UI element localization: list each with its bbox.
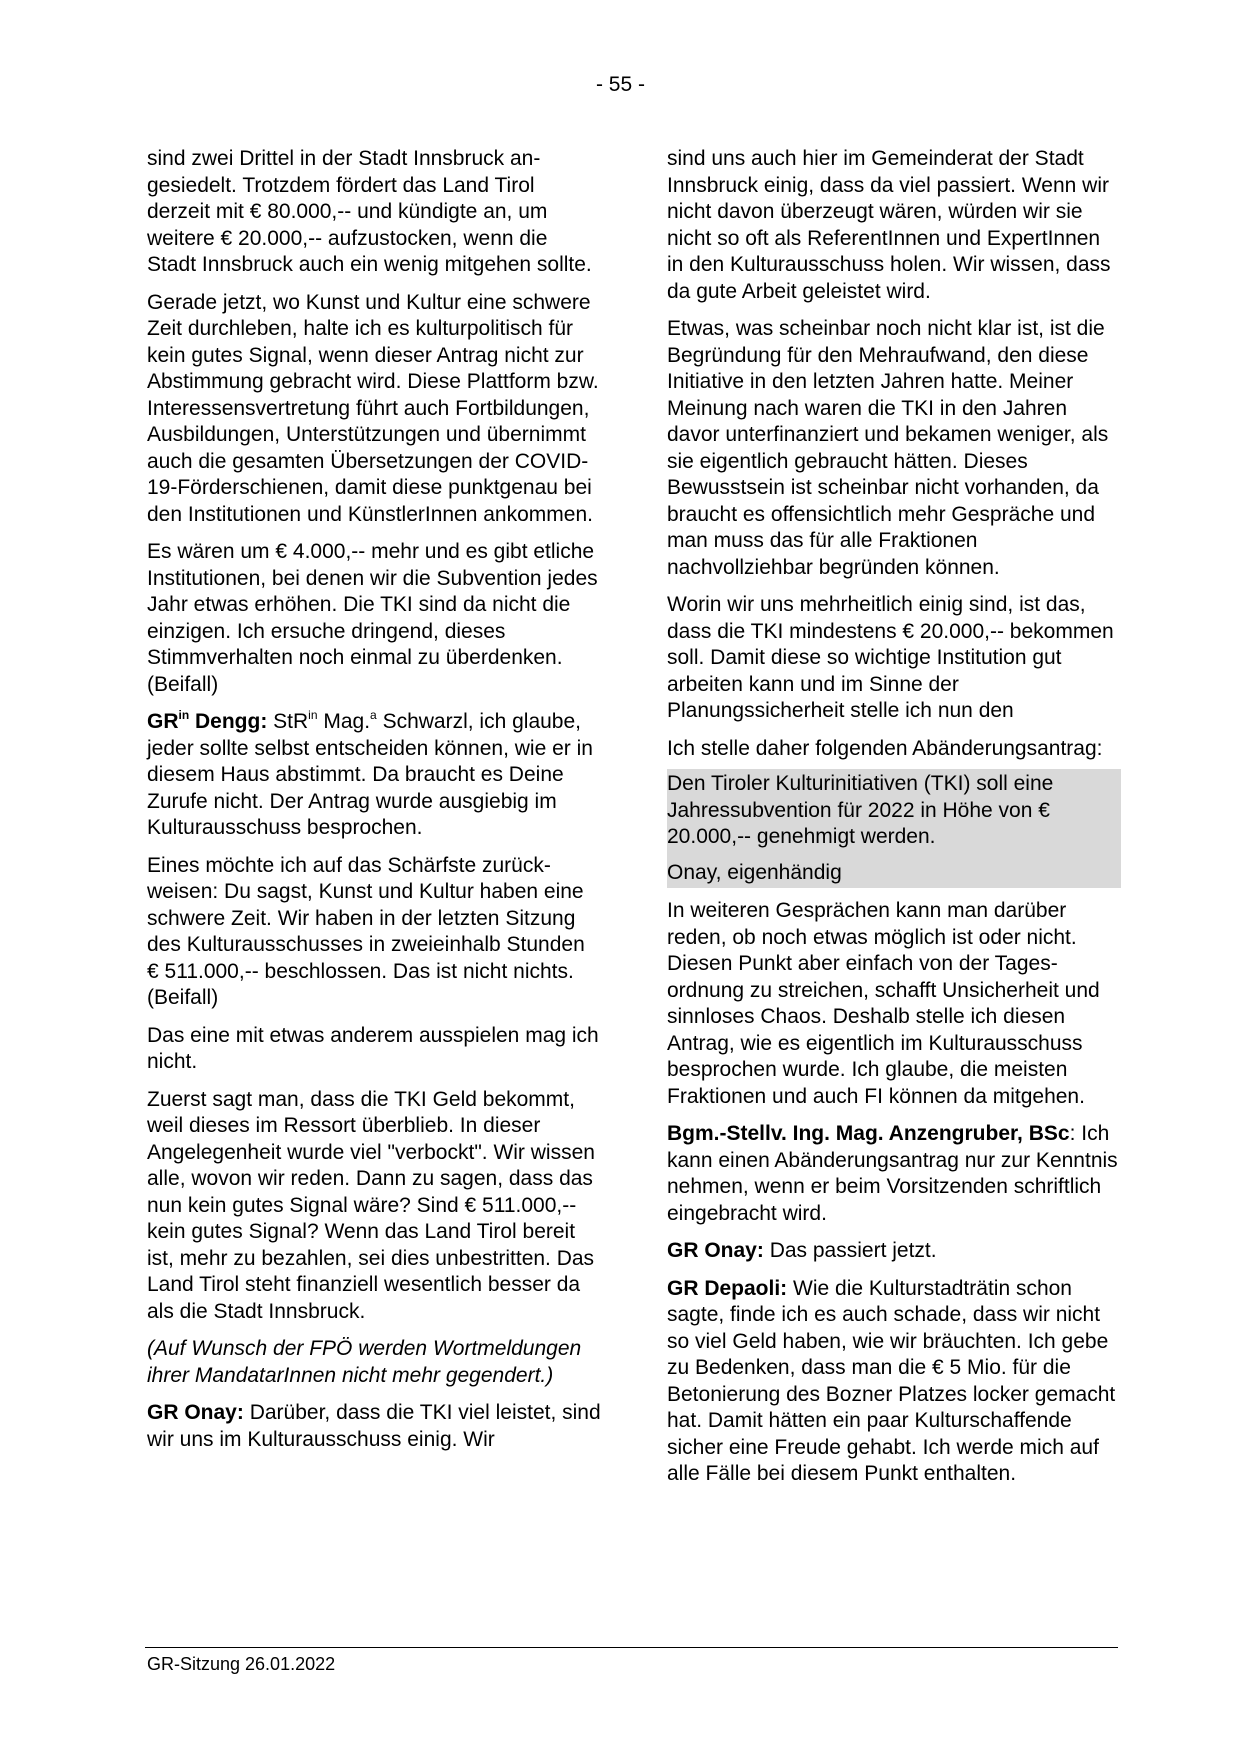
editorial-note: (Auf Wunsch der FPÖ werden Wortmeldungen ihrer MandatarInnen nicht mehr gegendert.)	[147, 1337, 582, 1387]
page-number: - 55 -	[595, 73, 645, 96]
paragraph: In weiteren Gesprächen kann man darüber reden, ob noch etwas möglich ist oder nicht. Diesen Punkt aber einfach von der Tagesordnung zu streichen, schafft Unsicherheit und sinnloses Chaos. Deshalb stelle ich diesen Antrag, wie es eigentlich im Kulturausschuss besprochen wurde. Ich glaube, die meisten Fraktionen und auch FI können da mitgehen.	[667, 899, 1100, 1108]
speech-onay: GR Onay: Darüber, dass die TKI viel leistet, sind wir uns im Kulturausschuss einig. Wir	[147, 1401, 601, 1451]
speaker-name: Bgm.-Stellv. Ing. Mag. Anzengruber, BSc	[667, 1122, 1070, 1145]
speech-onay: GR Onay: Das passiert jetzt.	[667, 1239, 937, 1262]
right-column	[667, 146, 1121, 1499]
paragraph: sind zwei Drittel in der Stadt Innsbruck angesiedelt. Trotzdem fördert das Land Tirol derzeit mit € 80.000,-- und kündigte an, um weitere € 20.000,-- aufzustocken, wenn die Stadt Innsbruck auch ein wenig mitgehen sollte.	[147, 147, 592, 276]
left-column	[147, 146, 601, 1464]
speaker-name: $GR^{in}$ Dengg:	[147, 708, 268, 733]
speech-dengg: $GR^{in}$ Dengg: StR$^{in}$ Mag.$^a$ Schwarzl, ich glaube, jeder sollte selbst entscheiden können, wie er in diesem Haus abstimmt. Da braucht es Deine Zurufe nicht. Der Antrag wurde ausgiebig im Kulturausschuss besprochen.	[147, 708, 593, 839]
speaker-name: GR Depaoli:	[667, 1276, 788, 1300]
paragraph: Eines möchte ich auf das Schärfste zurückweisen: Du sagst, Kunst und Kultur haben eine schwere Zeit. Wir haben in der letzten Sitzung des Kulturausschusses in zweieinhalb Stunden € 511.000,-- beschlossen. Das ist nicht nichts. (Beifall)	[147, 853, 585, 1009]
paragraph: Gerade jetzt, wo Kunst und Kultur eine schwere Zeit durchleben, halte ich es kulturpolitisch für kein gutes Signal, wenn dieser Antrag nicht zur Abstimmung gebracht wird. Diese Plattform bzw. Interessensvertretung führt auch Fortbildungen, Ausbildungen, Unterstützungen und übernimmt auch die gesamten Übersetzungen der COVID-19-Förderschienen, damit diese punktgenau bei den Institutionen und KünstlerInnen ankommen.	[147, 290, 599, 526]
speaker-name: GR Onay:	[147, 1401, 244, 1424]
footer-session-date: GR-Sitzung 26.01.2022	[147, 1654, 336, 1674]
speaker-name: GR Onay:	[667, 1239, 764, 1262]
motion-signature: Onay, eigenhändig	[667, 860, 842, 884]
paragraph: Worin wir uns mehrheitlich einig sind, ist das, dass die TKI mindestens € 20.000,-- bekommen soll. Damit diese so wichtige Institution gut arbeiten kann und im Sinne der Planungssicherheit stelle ich nun den	[667, 593, 1114, 722]
paragraph: Es wären um € 4.000,-- mehr und es gibt etliche Institutionen, bei denen wir die Subvention jedes Jahr etwas erhöhen. Die TKI sind da nicht die einzigen. Ich ersuche dringend, dieses Stimmverhalten noch einmal zu überdenken. (Beifall)	[147, 540, 598, 696]
speech-depaoli: GR Depaoli: Wie die Kulturstadträtin schon sagte, finde ich es auch schade, dass wir nicht so viel Geld haben, wie wir bräuchten. Ich gebe zu Bedenken, dass man die € 5 Mio. für die Betonierung des Bozner Platzes locker gemacht hat. Damit hätten ein paar Kulturschaffende sicher eine Freude gehabt. Ich werde mich auf alle Fälle bei diesem Punkt enthalten.	[667, 1276, 1116, 1485]
paragraph: Zuerst sagt man, dass die TKI Geld bekommt, weil dieses im Ressort überblieb. In dieser Angelegenheit wurde viel "verbockt". Wir wissen alle, wovon wir reden. Dann zu sagen, dass das nun kein gutes Signal wäre? Sind € 511.000,-- kein gutes Signal? Wenn das Land Tirol bereit ist, mehr zu bezahlen, sei dies unbestritten. Das Land Tirol steht finanziell wesentlich besser da als die Stadt Innsbruck.	[147, 1087, 595, 1323]
paragraph: Ich stelle daher folgenden Abänderungsantrag:	[667, 736, 1103, 760]
motion-text: Den Tiroler Kulturinitiativen (TKI) soll eine Jahressubvention für 2022 in Höhe von € 20.000,-- genehmigt werden.	[667, 772, 1054, 848]
paragraph: Etwas, was scheinbar noch nicht klar ist, ist die Begründung für den Mehraufwand, den diese Initiative in den letzten Jahren hatte. Meiner Meinung nach waren die TKI in den Jahren davor unterfinanziert und bekamen weniger, als sie eigentlich gebraucht hätten. Dieses Bewusstsein ist scheinbar nicht vorhanden, da braucht es offensichtlich mehr Gespräche und man muss das für alle Fraktionen nachvollziehbar begründen können.	[667, 317, 1109, 579]
footer-divider	[145, 1647, 1118, 1648]
paragraph: sind uns auch hier im Gemeinderat der Stadt Innsbruck einig, dass da viel passiert. Wenn wir nicht davon überzeugt wären, würden wir sie nicht so oft als ReferentInnen und ExpertInnen in den Kulturausschuss holen. Wir wissen, dass da gute Arbeit geleistet wird.	[667, 147, 1111, 303]
amendment-motion-box	[667, 769, 1121, 888]
speech-anzengruber: Bgm.-Stellv. Ing. Mag. Anzengruber, BSc: Ich kann einen Abänderungsantrag nur zur Kenntnis nehmen, wenn er beim Vorsitzenden schriftlich eingebracht wird.	[667, 1122, 1118, 1225]
paragraph: Das eine mit etwas anderem ausspielen mag ich nicht.	[147, 1023, 599, 1073]
